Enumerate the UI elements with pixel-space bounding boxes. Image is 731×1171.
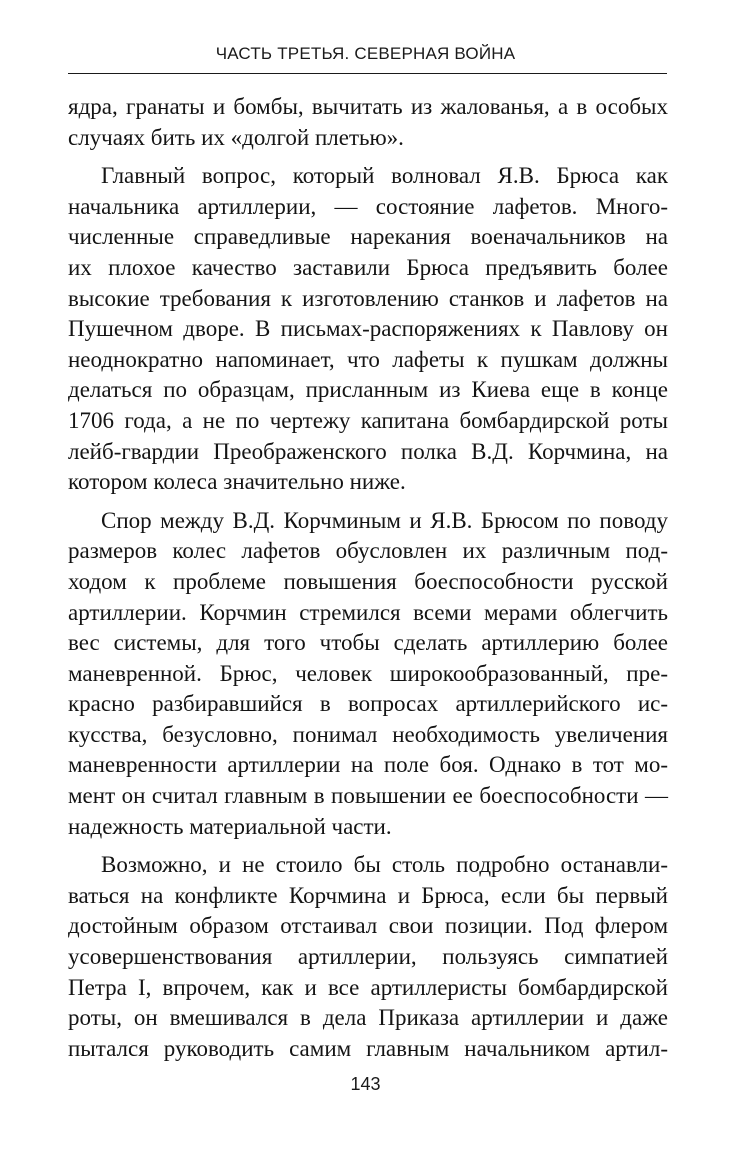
text-line: мент он считал главным в повышении ее боеспособности —: [68, 783, 668, 809]
text-line: лейб-гвардии Преображенского полка В.Д. Корчмина, на: [68, 438, 668, 464]
text-line: котором колеса значительно ниже.: [68, 469, 406, 495]
running-title: ЧАСТЬ ТРЕТЬЯ. СЕВЕРНАЯ ВОЙНА: [215, 44, 516, 63]
text-line: Пушечном дворе. В письмах-распоряжениях к Павлову он: [68, 316, 668, 342]
body-text: [68, 92, 668, 1072]
text-line: численные справедливые нарекания военачальников на: [68, 224, 668, 250]
text-line: случаях бить их «долгой плетью».: [68, 124, 404, 150]
paragraph-2: [68, 161, 668, 498]
text-line: ходом к проблеме повышения боеспособности русской: [68, 568, 668, 594]
paragraph-4: [68, 850, 668, 1064]
text-line: Спор между В.Д. Корчминым и Я.В. Брюсом по поводу: [101, 507, 668, 533]
text-line: Возможно, и не стоило бы столь подробно останавли-: [101, 852, 668, 878]
text-line: неоднократно напоминает, что лафеты к пушкам должны: [68, 346, 668, 372]
text-line: высокие требования к изготовлению станков и лафетов на: [68, 285, 668, 311]
text-line: размеров колес лафетов обусловлен их различным под-: [68, 538, 668, 564]
text-line: достойным образом отстаивал свои позиции. Под флером: [68, 913, 668, 939]
text-line: ваться на конфликте Корчмина и Брюса, если бы первый: [68, 882, 668, 908]
paragraph-3: [68, 506, 668, 843]
text-line: делаться по образцам, присланным из Киева еще в конце: [68, 377, 668, 403]
text-line: роты, он вмешивался в дела Приказа артиллерии и даже: [68, 1005, 668, 1031]
text-line: их плохое качество заставили Брюса предъявить более: [68, 254, 668, 280]
text-line: артиллерии. Корчмин стремился всеми мерами облегчить: [68, 599, 668, 625]
page-number: 143: [350, 1074, 381, 1094]
text-line: надежность материальной части.: [68, 813, 392, 839]
header-rule: [68, 73, 667, 74]
text-line: вес системы, для того чтобы сделать артиллерию более: [68, 630, 668, 656]
text-line: начальника артиллерии, — состояние лафетов. Много-: [68, 193, 668, 219]
text-line: маневренной. Брюс, человек широкообразованный, пре-: [68, 660, 668, 686]
text-line: красно разбиравшийся в вопросах артиллерийского ис-: [68, 691, 668, 717]
text-line: 1706 года, а не по чертежу капитана бомбардирской роты: [68, 407, 668, 433]
text-line: усовершенствования артиллерии, пользуясь симпатией: [68, 944, 668, 970]
text-line: маневренности артиллерии на поле боя. Однако в тот мо-: [68, 752, 668, 778]
text-line: Главный вопрос, который волновал Я.В. Брюса как: [101, 163, 668, 189]
text-line: Петра I, впрочем, как и все артиллеристы бомбардирской: [68, 974, 668, 1000]
paragraph-1: [68, 92, 668, 153]
text-line: ядра, гранаты и бомбы, вычитать из жалованья, а в особых: [68, 94, 668, 119]
text-line: пытался руководить самим главным начальником артил-: [68, 1035, 668, 1061]
text-line: кусства, безусловно, понимал необходимость увеличения: [68, 721, 668, 747]
